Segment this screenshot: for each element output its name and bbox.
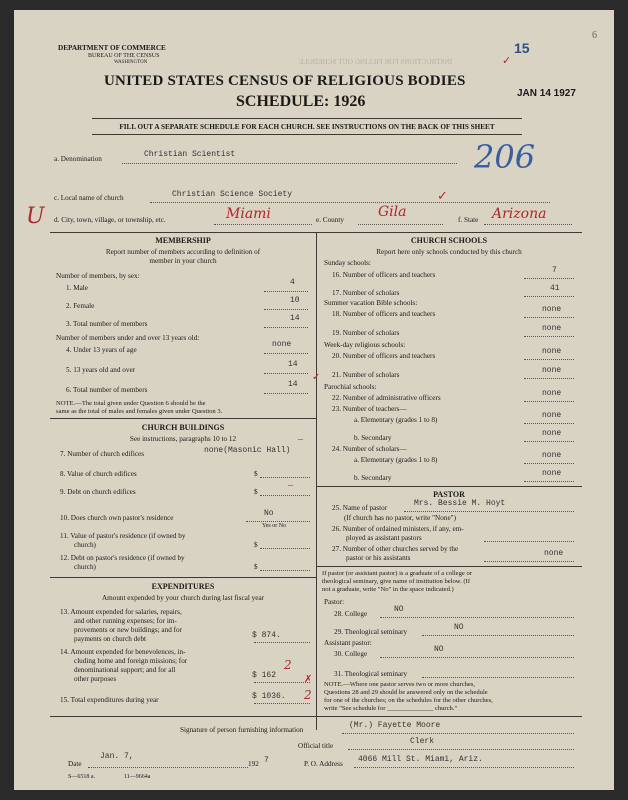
corner-mark: 6 [592, 30, 597, 41]
q2-label: 2. Female [66, 302, 95, 310]
q23a-value: none [542, 411, 562, 420]
address-label: P. O. Address [304, 760, 343, 768]
denomination-value: Christian Scientist [144, 150, 236, 159]
q15-value: $ 1036. [252, 692, 286, 701]
q4-value: none [272, 340, 292, 349]
file-number: 206 [474, 138, 536, 176]
q17-label: 17. Number of scholars [332, 289, 400, 297]
q20-label: 20. Number of officers and teachers [332, 352, 436, 360]
schools-title: CHURCH SCHOOLS [410, 236, 488, 245]
q26-label-2: ployed as assistant pastors [346, 534, 422, 542]
rule [92, 134, 522, 135]
check-mark: ✓ [312, 372, 321, 383]
q24b-label: b. Secondary [354, 474, 392, 482]
q28-value: NO [394, 605, 404, 614]
form-title: UNITED STATES CENSUS OF RELIGIOUS BODIES [104, 73, 466, 89]
schools-intro: Report here only schools conducted by this church [376, 248, 522, 256]
signature-value: (Mr.) Fayette Moore [349, 721, 441, 730]
stamp-number: 15 [514, 40, 530, 56]
q14-label-3: denominational support; and for all [74, 666, 176, 674]
year-prefix: 192 [248, 760, 259, 768]
pastor-sub-label: Pastor: [324, 598, 344, 606]
q14-label-2: cluding home and foreign missions; for [74, 657, 188, 665]
q5-value: 14 [288, 360, 298, 369]
q8-label: 8. Value of church edifices [60, 470, 137, 478]
q29-label: 29. Theological seminary [334, 628, 408, 636]
date-received-stamp: JAN 14 1927 [517, 88, 576, 99]
county-value: Gila [378, 204, 407, 220]
membership-intro-1: Report number of members according to definition of [105, 248, 261, 256]
q24a-value: none [542, 451, 562, 460]
q13-value: $ 874. [252, 631, 281, 640]
sunday-label: Sunday schools: [324, 259, 371, 267]
q4-label: 4. Under 13 years of age [66, 346, 137, 354]
pastor-title: PASTOR [433, 490, 465, 499]
state-value: Arizona [492, 206, 547, 222]
city-value: Miami [226, 206, 271, 222]
q21-label: 21. Number of scholars [332, 371, 400, 379]
q9-label: 9. Debt on church edifices [60, 488, 136, 496]
q24b-value: none [542, 469, 562, 478]
pastor-note-2: Questions 28 and 29 should be answered only on the schedule [324, 689, 488, 696]
q7-value: none(Masonic Hall) [204, 446, 291, 455]
q6-value: 14 [288, 380, 298, 389]
margin-mark: U [26, 204, 45, 229]
q14-label-1: 14. Amount expended for benevolences, in- [60, 648, 186, 656]
q18-label: 18. Number of officers and teachers [332, 310, 436, 318]
q23-label: 23. Number of teachers— [332, 405, 407, 413]
signature-label: Signature of person furnishing information [180, 726, 304, 734]
q25-value: Mrs. Bessie M. Hoyt [414, 499, 506, 508]
q22-label: 22. Number of administrative officers [332, 394, 441, 402]
date-value: Jan. 7, [100, 752, 134, 761]
age-intro: Number of members under and over 13 years old: [56, 334, 200, 342]
local-name-label: c. Local name of church [54, 194, 124, 202]
rule [92, 118, 522, 119]
membership-note-2: same as the total of males and females given under Question 3. [56, 408, 223, 415]
q10-label: 10. Does church own pastor's residence [60, 514, 174, 522]
q18-value: none [542, 305, 562, 314]
city-field-label: d. City, town, village, or township, etc. [54, 216, 166, 224]
q12-label-1: 12. Debt on pastor's residence (if owned by [60, 554, 185, 562]
expenditures-title: EXPENDITURES [151, 582, 215, 591]
city-label: WASHINGTON [114, 60, 148, 65]
q30-label: 30. College [334, 650, 368, 658]
q14-label-4: other purposes [74, 675, 117, 683]
red-dash: – [298, 434, 303, 445]
q29-value: NO [454, 623, 464, 632]
pastor-note-3: for one of the churches; on the schedules for the other churches, [324, 697, 493, 704]
q14-value: $ 162 [252, 671, 277, 680]
buildings-title: CHURCH BUILDINGS [141, 423, 225, 432]
q23b-value: none [542, 429, 562, 438]
q10-value: No [264, 509, 274, 518]
q3-label: 3. Total number of members [66, 320, 148, 328]
bureau-label: BUREAU OF THE CENSUS [88, 53, 160, 59]
by-sex-label: Number of members, by sex: [56, 272, 140, 280]
local-name-value: Christian Science Society [172, 190, 293, 199]
yes-no-hint: Yes or No [262, 523, 287, 529]
edu-note-3: not a graduate, write "No" in the space indicated.) [322, 586, 454, 593]
schedule-title: SCHEDULE: 1926 [236, 93, 366, 110]
date-label: Date [68, 760, 82, 768]
q12-label-2: church) [74, 563, 96, 571]
official-title-value: Clerk [410, 737, 435, 746]
q1-value: 4 [290, 278, 295, 287]
q23b-label: b. Secondary [354, 434, 392, 442]
q15-label: 15. Total expenditures during year [60, 696, 159, 704]
buildings-intro: See instructions, paragraphs 10 to 12 [129, 435, 237, 443]
q19-value: none [542, 324, 562, 333]
official-title-label: Official title [298, 742, 334, 750]
q11-label-2: church) [74, 541, 96, 549]
check-mark: ✓ [502, 55, 512, 67]
expenditures-intro: Amount expended by your church during last fiscal year [101, 594, 265, 602]
weekday-label: Week-day religious schools: [324, 341, 406, 349]
q5-label: 5. 13 years old and over [66, 366, 136, 374]
q1-label: 1. Male [66, 284, 88, 292]
q27-label-2: pastor or his assistants [346, 554, 411, 562]
q20-value: none [542, 347, 562, 356]
pastor-note-4: write "See schedule for ______________ church." [324, 705, 458, 712]
q6-label: 6. Total number of members [66, 386, 148, 394]
membership-title: MEMBERSHIP [155, 236, 211, 245]
q16-value: 7 [552, 266, 557, 275]
q31-label: 31. Theological seminary [334, 670, 408, 678]
summer-label: Summer vacation Bible schools: [324, 299, 418, 307]
q26-label-1: 26. Number of ordained ministers, if any, em- [332, 525, 464, 533]
q23a-label: a. Elementary (grades 1 to 8) [354, 416, 438, 424]
state-label: f. State [458, 216, 479, 224]
q2-value: 10 [290, 296, 300, 305]
q7-label: 7. Number of church edifices [60, 450, 145, 458]
q13-label-2: and other running expenses; for im- [74, 617, 177, 625]
q22-value: none [542, 389, 562, 398]
q16-label: 16. Number of officers and teachers [332, 271, 436, 279]
q19-label: 19. Number of scholars [332, 329, 400, 337]
membership-note-1: NOTE.—The total given under Question 6 should be the [56, 400, 206, 407]
column-divider [316, 232, 317, 730]
census-form: INSTRUCTIONS FOR FILLING OUT SCHEDULE DEPARTMENT OF COMMERCE BUREAU OF THE CENSUS WASHINGTON UNITED STATES CENSUS OF RELIGIOUS BODIES SCHEDULE: 1926 15 6 ✓ JAN 14 1927 FILL OUT A SEPARATE SCHEDULE FOR EACH CHURCH. SEE INSTRUCTIONS ON THE BACK OF THIS SHEET a. Denomination Christian Scientist 206 c. Local name of church Christian Science Society ✓ U d. City, town, village, or township, etc. Miami e. County Gila f. State Arizona MEMBERSHIP Report number of members according to definition of member in your church Number of members, by sex: 1. Male 4 2. Female 10 3. Total number of members 14 Number of members under and over 13 years old: 4. Under 13 years of age none 5. 13 years old and over 14 6. Total number of members 14 ✓ NOTE.—The total given under Question 6 should be the same as the total of males and females given under Question 3. CHURCH BUILDINGS See instructions, paragraphs 10 to 12 7. Number of church edifices none(Masonic Hall) – 8. Value of church edifices $ 9. Debt on church edifices $ – 10. Does church own pastor's residence No Yes or No 11. Value of pastor's residence (if owned by church) $ 12. Debt on pastor's residence (if owned by church) $ EXPENDITURES Amount expended by your church during last fiscal year 13. Amount expended for salaries, repairs, and other running expenses; for im- provements or new buildings; and for payments on church debt $ 874. 14. Amount expended for benevolences, in- cluding home and foreign missions; for denominational support; and for all other purposes $ 162 2 ✗ 15. Total expenditures during year $ 1036. 2 CHURCH SCHOOLS Report here only schools conducted by this church Sunday schools: 16. Number of officers and teachers 7 17. Number of scholars 41 Summer vacation Bible schools: 18. Number of officers and teachers none 19. Number of scholars none Week-day religious schools: 20. Number of officers and teachers none 21. Number of scholars none Parochial schools: 22. Number of administrative officers none 23. Number of teachers— a. Elementary (grades 1 to 8) none b. Secondary none 24. Number of scholars— a. Elementary (grades 1 to 8) none b. Secondary none PASTOR 25. Name of pastor Mrs. Bessie M. Hoyt (If church has no pastor, write "None") 26. Number of ordained ministers, if any, em- ployed as assistant pastors 27. Number of other churches served by the pastor or his assistants none If pastor (or assistant pastor) is a graduate of a college or theological seminary, give name of institution below. (If not a graduate, write "No" in the space indicated.) Pastor: 28. College NO 29. Theological seminary NO Assistant pastor: 30. College NO 31. Theological seminary NOTE.—Where one pastor serves two or more churches, Questions 28 and 29 should be answered only on the schedule for one of the churches; on the schedules for the other churches, write "See schedule for ______________ church." Signature of person furnishing information (Mr.) Fayette Moore Official title Clerk Date Jan. 7, 192 7 P. O. Address 4066 Mill St. Miami, Ariz. S—6518 a. 11—9664a [14, 10, 614, 790]
instructions-line: FILL OUT A SEPARATE SCHEDULE FOR EACH CHURCH. SEE INSTRUCTIONS ON THE BACK OF THIS SHEET [119, 123, 495, 131]
assistant-sub-label: Assistant pastor: [324, 639, 372, 647]
q11-label-1: 11. Value of pastor's residence (if owned by [60, 532, 186, 540]
q30-value: NO [434, 645, 444, 654]
q28-label: 28. College [334, 610, 368, 618]
q13-label-1: 13. Amount expended for salaries, repairs, [60, 608, 182, 616]
denomination-label: a. Denomination [54, 155, 102, 163]
q13-label-4: payments on church debt [74, 635, 147, 643]
q27-value: none [544, 549, 564, 558]
q17-value: 41 [550, 284, 560, 293]
q27-label-1: 27. Number of other churches served by the [332, 545, 459, 553]
q21-value: none [542, 366, 562, 375]
form-number: S—6518 a. [68, 774, 95, 780]
bleed-through-text: INSTRUCTIONS FOR FILLING OUT SCHEDULE [299, 58, 453, 66]
edu-note-2: theological seminary, give name of institution below. (If [322, 578, 471, 585]
check-mark: ✓ [437, 188, 448, 203]
year-suffix: 7 [264, 756, 269, 765]
address-value: 4066 Mill St. Miami, Ariz. [358, 755, 483, 764]
q3-value: 14 [290, 314, 300, 323]
edu-note-1: If pastor (or assistant pastor) is a graduate of a college or [322, 570, 472, 577]
q13-label-3: provements or new buildings; and for [74, 626, 182, 634]
q25-label: 25. Name of pastor [332, 504, 388, 512]
county-label: e. County [316, 216, 344, 224]
membership-intro-2: member in your church [149, 257, 217, 265]
parochial-label: Parochial schools: [324, 383, 377, 391]
q25-note: (If church has no pastor, write "None") [344, 514, 456, 522]
dept-label: DEPARTMENT OF COMMERCE [58, 44, 166, 52]
q24a-label: a. Elementary (grades 1 to 8) [354, 456, 438, 464]
q24-label: 24. Number of scholars— [332, 445, 407, 453]
print-code: 11—9664a [124, 774, 151, 780]
pastor-note-1: NOTE.—Where one pastor serves two or more churches, [324, 681, 476, 688]
